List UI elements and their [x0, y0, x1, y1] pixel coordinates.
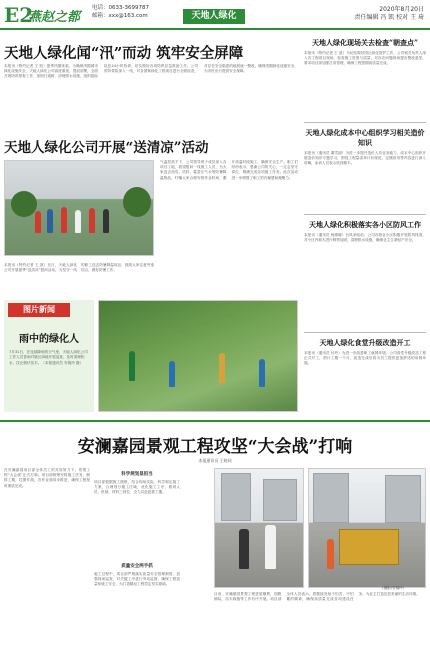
- contact-email: 邮箱：xxx@163.com: [92, 13, 148, 19]
- story3-headline: 安澜嘉园景观工程攻坚“大会战”打响: [77, 437, 353, 457]
- right-story-4-body: 本报讯（通讯员 付玲）为进一步改善职工就餐环境，公司食堂升级改造工程正式开工，预计工期一个月，改造完成后将为员工提供更加舒适的用餐环境。: [304, 351, 426, 366]
- right-story-1-body: 本报讯（特约记者 王 凯）为切实做好园区绿化管护工作，公司相关负责人深入各工程项目现场，检查施工进度与质量，对存在问题现场提出整改意见，要求项目部加强日常管理，确保工程按期高质量完成。: [304, 51, 426, 66]
- photo-news-box: [4, 300, 94, 412]
- right-story-3: [304, 220, 426, 333]
- story1-body: 本报讯（特约记者 王 凯）夏季汛期来临，为确保汛期城市绿化设施安全，天地人绿化公司高度重视，提前部署，全面开展防汛排查工作，加固行道树、清理排水设施，组织抢险队伍24小时待命，切实做好各项防汛应急准备工作。公司领导带队深入一线，对各园林绿化工程项目进行全面检查，对存在安全隐患的地段逐一整改，确保汛期绿化设施安全，为市民出行提供安全保障。: [4, 64, 298, 79]
- divider: [304, 122, 426, 123]
- section-tag: 天地人绿化: [183, 9, 245, 24]
- divider: [304, 332, 426, 333]
- story3-lead: 在安澜嘉园项目部全体员工的共同努力下，景观工程“大会战”正式打响。项目部统筹安排施工任务，倒排工期，挂图作战，各作业面同步推进，确保工程按时保质完成。: [4, 468, 90, 488]
- section-divider: [0, 420, 430, 422]
- story1-headline: 天地人绿化闻“汛”而动 筑牢安全屏障: [4, 45, 244, 62]
- issue-date: 2020年8月20日: [379, 6, 424, 13]
- story3-byline: 本报通讯员 王晓同: [198, 458, 232, 463]
- story2-photo: [4, 160, 154, 256]
- right-story-2-body: 本报讯（通讯员 董雪丽）为进一步提升造价人员业务能力，成本中心组织开展造价知识专题学习，围绕工程量清单计价规范、定额套用等内容进行深入讲解，参训人员表示收获颇丰。: [304, 151, 426, 166]
- photo-caption: （摄影/安锦玲）: [380, 586, 407, 590]
- story3-subhead-1: 科学规划显担当: [121, 472, 153, 477]
- divider: [304, 214, 426, 215]
- story3-col-2: [94, 468, 180, 664]
- right-story-2-headline: 天地人绿化成本中心组织学习相关造价知识: [305, 128, 425, 147]
- story3-bottom: 目前，安澜嘉园景观工程进展顺利，园路铺装、苗木栽植等工作有序开展。项目部全体人员表示，将继续发扬不怕苦、不怕累的精神，确保高质量完成各项建设任务，为业主打造宜居美丽的生活环境。: [214, 592, 420, 602]
- paving-photo: [308, 468, 426, 588]
- editors-line: 责任编辑 冯 凯 校对 王 琦: [354, 14, 424, 21]
- issue-info: [354, 6, 424, 22]
- paper-name: 燕赵之都: [28, 10, 81, 25]
- right-story-4: [304, 338, 426, 421]
- story3-col-1: [4, 468, 90, 664]
- right-story-4-headline: 天地人绿化食堂升级改造开工: [319, 338, 411, 347]
- rain-photo: [98, 300, 298, 412]
- photo-news-body: 7月31日，在连续降雨的天气里，天地人绿化公司工作人员冒雨对辖区绿地开展巡查，及时清理积水，扶正倒伏苗木。（本报通讯员 安锦玲 摄）: [9, 350, 88, 365]
- worker-photo: [214, 468, 304, 588]
- right-story-1-headline: 天地人绿化现场关去检查“朝查点”: [311, 38, 419, 47]
- photo-news-tag: 图片新闻: [8, 303, 70, 317]
- right-story-1: [304, 38, 426, 126]
- right-story-3-body: 本报讯（通讯员 杨婧娜）台风来临前，公司各物业小区积极开展防风排查，对小区内树木进行修剪加固，清理排水设施，确保业主生命财产安全。: [304, 233, 426, 243]
- story3-subhead-2: 质量安全两手抓: [121, 564, 153, 569]
- story2-caption: 本报讯（特约记者 王 凯）近日，天地人绿化公司开展夏季“送清凉”慰问活动，为坚守一线的职工送去防暑降温用品，鼓励大家注意劳逸结合，做好防暑工作。: [4, 263, 154, 273]
- contact-info: [92, 4, 149, 20]
- story3-mid: 项目部根据施工图纸，结合现场实际，科学制定施工方案，合理划分施工区域，优化施工工序，做到人员、机械、材料三到位，全力以赴抢抓工期。: [94, 480, 180, 495]
- right-story-3-headline: 天地人绿化积极落实各小区防风工作: [309, 220, 421, 229]
- page-number: E2: [4, 3, 34, 27]
- story2-body: 气温居高不下，公司领导班子成员深入各项目工地，看望慰问一线施工人员，为大家送去西瓜、饮料、藿香正气水等防暑降温物品，叮嘱大家合理安排作业时间，避开高温时段施工，确保安全生产。职工们纷纷表示，感谢公司的关心，一定会坚守岗位，圆满完成各项施工任务。此次活动进一步增强了职工的归属感和凝聚力。: [160, 160, 298, 180]
- photo-news-title: 雨中的绿化人: [19, 334, 79, 345]
- story3-right: 施工过程中，项目部严格落实质量安全管理制度，加强现场巡查，对关键工序进行旁站监督，确保工程质量和施工安全，为打造精品工程奠定坚实基础。: [94, 572, 180, 587]
- masthead: [0, 0, 430, 30]
- right-story-2: [304, 128, 426, 223]
- story2-headline: 天地人绿化公司开展“送清凉”活动: [4, 140, 209, 156]
- contact-phone: 电话：0633-3699787: [92, 5, 149, 11]
